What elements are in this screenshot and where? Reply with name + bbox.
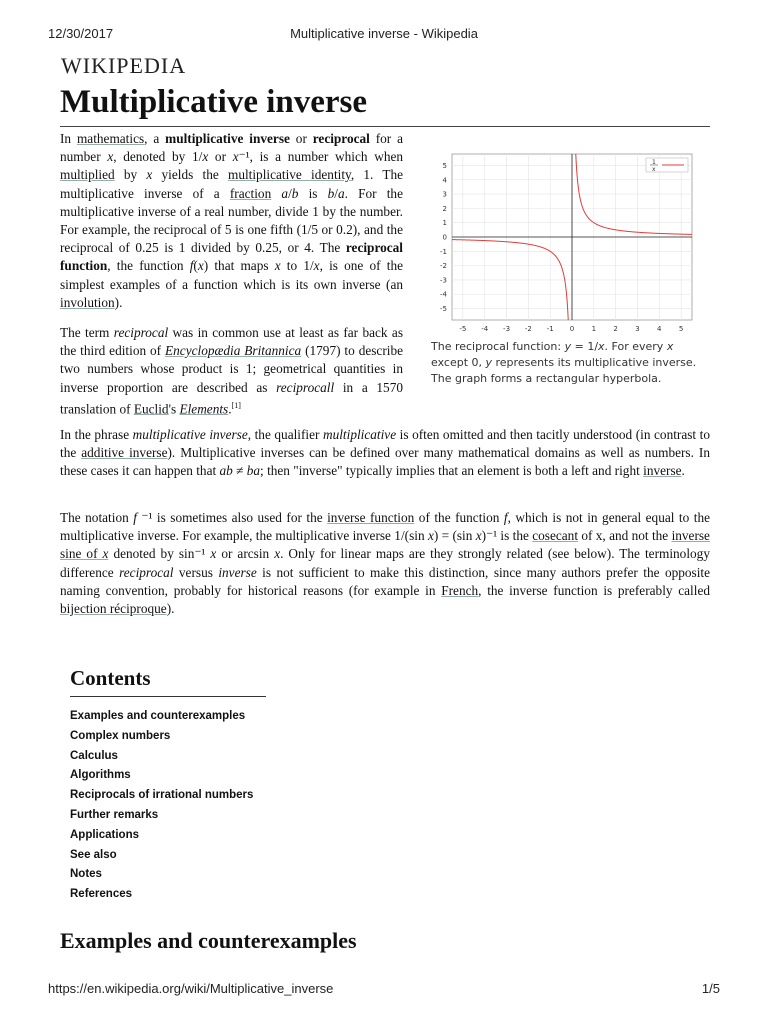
toc-item[interactable]: Calculus: [70, 749, 118, 762]
toc-item[interactable]: Notes: [70, 868, 102, 881]
phrase-paragraph: In the phrase multiplicative inverse, the qualifier multiplicative is often omitted and then tacitly understood (in contrast to the additive inverse). Multiplicative inverses can be defined over many mathematical domains as well as numbers. In these cases it can happen that ab ≠ ba; then "inverse" typically implies that an element is both a left and right inverse.: [60, 427, 710, 479]
section-heading: Examples and counterexamples: [60, 928, 357, 953]
x-tick-label: -1: [546, 325, 554, 333]
x-tick-label: -5: [459, 325, 467, 333]
y-tick-label: 5: [442, 161, 447, 170]
x-tick-label: 3: [635, 325, 640, 333]
link-bijection-reciproque[interactable]: bijection réciproque: [60, 601, 167, 617]
reciprocal-function-chart: [428, 148, 710, 338]
history-paragraph: The term reciprocal was in common use at least as far back as the third edition of Encyclopædia Britannica (1797) to describe two numbers whose product is 1; geometrical quantities in inverse proportion are described as reciprocall in a 1570 translation of Euclid's Elements.[1]: [60, 325, 403, 417]
link-fraction[interactable]: fraction: [229, 185, 272, 201]
y-tick-label: -1: [440, 247, 447, 256]
y-tick-labels: [440, 162, 448, 313]
link-cosecant[interactable]: cosecant: [532, 528, 579, 544]
toc-item[interactable]: Further remarks: [70, 808, 159, 821]
print-page-title: Multiplicative inverse - Wikipedia: [290, 26, 478, 41]
print-url: https://en.wikipedia.org/wiki/Multiplicative_inverse: [48, 981, 334, 996]
x-tick-label: -4: [481, 325, 489, 333]
link-mathematics[interactable]: mathematics: [76, 131, 145, 146]
link-inverse-function[interactable]: inverse function: [327, 510, 415, 525]
print-page-number: 1/5: [701, 981, 720, 996]
link-encyclopaedia-britannica[interactable]: Encyclopædia Britannica: [165, 343, 302, 359]
toc-item[interactable]: Examples and counterexamples: [70, 710, 246, 722]
link-euclid[interactable]: Euclid: [133, 401, 169, 417]
title-divider: [60, 126, 710, 127]
y-tick-label: 4: [442, 176, 447, 185]
y-tick-label: 3: [442, 190, 447, 199]
link-multiplicative-identity[interactable]: multiplicative identity: [227, 167, 351, 183]
x-tick-labels: [459, 325, 683, 333]
link-multiplied[interactable]: multiplied: [60, 167, 115, 183]
y-tick-label: -5: [440, 305, 447, 314]
toc-item[interactable]: Reciprocals of irrational numbers: [70, 789, 254, 802]
figure-caption: The reciprocal function: y = 1/x. For every x except 0, y represents its multiplicative inverse. The graph forms a rectangular hyperbola.: [431, 340, 697, 385]
toc-item[interactable]: Algorithms: [70, 769, 131, 782]
link-french[interactable]: French: [441, 582, 479, 598]
x-tick-label: 0: [569, 325, 575, 333]
x-tick-label: -2: [524, 325, 532, 333]
chart-legend: [646, 158, 688, 173]
x-tick-label: -3: [503, 325, 511, 333]
page-title: Multiplicative inverse: [60, 84, 368, 120]
notation-paragraph: The notation f ⁻¹ is sometimes also used for the inverse function of the function f, which is not in general equal to the multiplicative inverse. For example, the multiplicative inverse 1/(sin x) = (sin x)⁻¹ is the cosecant of x, and not the inverse sine of x denoted by sin⁻¹ x or arcsin x. Only for linear maps are they strongly related (see below). The terminology difference reciprocal versus inverse is not sufficient to make this distinction, since many authors prefer the opposite naming convention, probably for historical reasons (for example in French, the inverse function is preferably called bijection réciproque).: [60, 510, 711, 617]
y-tick-label: -4: [440, 290, 447, 299]
x-tick-label: 4: [657, 325, 662, 333]
y-tick-label: -2: [440, 262, 447, 271]
toc-item[interactable]: See also: [70, 848, 117, 861]
table-of-contents: [70, 666, 266, 905]
toc-list: [70, 707, 266, 905]
link-additive-inverse[interactable]: additive inverse: [81, 445, 168, 461]
toc-item[interactable]: References: [70, 888, 133, 901]
link-elements[interactable]: Elements: [179, 401, 229, 417]
legend-numerator: 1: [652, 159, 656, 166]
x-tick-label: 1: [591, 325, 597, 333]
y-tick-label: -3: [440, 276, 447, 285]
intro-paragraph: In mathematics, a multiplicative inverse or reciprocal for a number x, denoted by 1/x or x⁻¹, is a number which when multiplied by x yields the multiplicative identity, 1. The multiplicative inverse of a fraction a/b is b/a. For the multiplicative inverse of a real number, divide 1 by the number. For example, the reciprocal of 5 is one fifth (1/5 or 0.2), and the reciprocal of 0.25 is 1 divided by 0.25, or 4. The reciprocal function, the function f(x) that maps x to 1/x, is one of the simplest examples of a function which is its own inverse (an involution).: [60, 131, 404, 310]
reciprocal-function-figure: [428, 148, 710, 342]
reference-1[interactable]: [1]: [231, 400, 241, 410]
link-involution[interactable]: involution: [60, 294, 115, 310]
y-tick-label: 2: [442, 204, 447, 213]
wikipedia-logo[interactable]: WIKIPEDIA: [61, 53, 187, 78]
legend-denominator: x: [652, 166, 656, 173]
contents-heading: Contents: [70, 666, 266, 697]
print-date: 12/30/2017: [48, 26, 114, 41]
x-tick-label: 2: [613, 325, 618, 333]
y-tick-label: 1: [442, 219, 447, 228]
y-tick-label: 0: [442, 233, 447, 242]
toc-item[interactable]: Complex numbers: [70, 729, 171, 742]
link-inverse[interactable]: inverse: [643, 463, 682, 479]
x-tick-label: 5: [678, 325, 684, 333]
link-inverse-sine[interactable]: inverse sine of x: [60, 528, 710, 562]
toc-item[interactable]: Applications: [70, 828, 140, 841]
